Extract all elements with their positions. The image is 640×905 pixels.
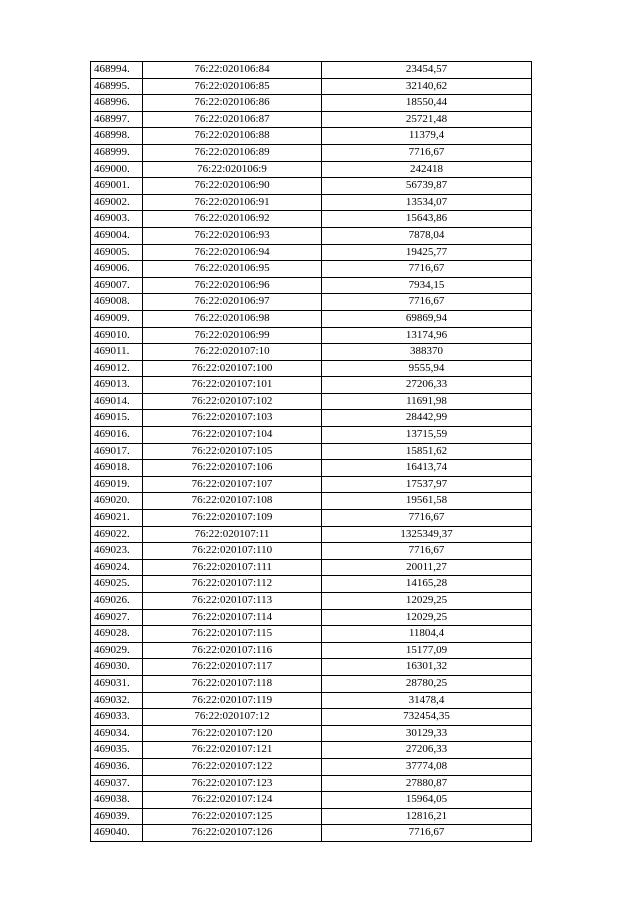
table-row — [91, 626, 532, 643]
cadastral-number-cell: 76:22:020107:119 — [143, 692, 322, 709]
value-cell: 30129,33 — [322, 725, 532, 742]
value-cell: 16301,32 — [322, 659, 532, 676]
value-cell: 15643,86 — [322, 211, 532, 228]
cadastral-number-cell: 76:22:020106:95 — [143, 261, 322, 278]
value-cell: 13534,07 — [322, 194, 532, 211]
row-number-cell: 469016. — [91, 427, 143, 444]
table-row — [91, 792, 532, 809]
cadastral-number-cell: 76:22:020107:118 — [143, 675, 322, 692]
cadastral-number-cell: 76:22:020106:9 — [143, 161, 322, 178]
value-cell: 56739,87 — [322, 178, 532, 195]
cadastral-value-table — [90, 61, 532, 842]
table-row — [91, 675, 532, 692]
cadastral-number-cell: 76:22:020107:114 — [143, 609, 322, 626]
row-number-cell: 469039. — [91, 808, 143, 825]
value-cell: 11804,4 — [322, 626, 532, 643]
value-cell: 7716,67 — [322, 294, 532, 311]
value-cell: 7716,67 — [322, 825, 532, 842]
table-row — [91, 277, 532, 294]
cadastral-number-cell: 76:22:020107:102 — [143, 393, 322, 410]
table-row — [91, 377, 532, 394]
value-cell: 9555,94 — [322, 360, 532, 377]
value-cell: 19561,58 — [322, 493, 532, 510]
row-number-cell: 469032. — [91, 692, 143, 709]
cadastral-number-cell: 76:22:020107:109 — [143, 510, 322, 527]
table-row — [91, 692, 532, 709]
value-cell: 19425,77 — [322, 244, 532, 261]
table-row — [91, 294, 532, 311]
table-row — [91, 609, 532, 626]
cadastral-number-cell: 76:22:020107:105 — [143, 443, 322, 460]
table-row — [91, 742, 532, 759]
cadastral-number-cell: 76:22:020107:107 — [143, 476, 322, 493]
value-cell: 37774,08 — [322, 758, 532, 775]
table-row — [91, 410, 532, 427]
row-number-cell: 469029. — [91, 642, 143, 659]
cadastral-number-cell: 76:22:020106:91 — [143, 194, 322, 211]
row-number-cell: 469008. — [91, 294, 143, 311]
row-number-cell: 469013. — [91, 377, 143, 394]
table-row — [91, 526, 532, 543]
row-number-cell: 468998. — [91, 128, 143, 145]
table-row — [91, 559, 532, 576]
value-cell: 7716,67 — [322, 543, 532, 560]
cadastral-number-cell: 76:22:020107:120 — [143, 725, 322, 742]
value-cell: 7716,67 — [322, 144, 532, 161]
cadastral-number-cell: 76:22:020107:100 — [143, 360, 322, 377]
table-row — [91, 393, 532, 410]
value-cell: 13174,96 — [322, 327, 532, 344]
value-cell: 23454,57 — [322, 62, 532, 79]
cadastral-number-cell: 76:22:020107:115 — [143, 626, 322, 643]
row-number-cell: 469031. — [91, 675, 143, 692]
table-row — [91, 510, 532, 527]
value-cell: 27880,87 — [322, 775, 532, 792]
value-cell: 11379,4 — [322, 128, 532, 145]
row-number-cell: 469004. — [91, 227, 143, 244]
row-number-cell: 469018. — [91, 460, 143, 477]
table-row — [91, 543, 532, 560]
table-row — [91, 78, 532, 95]
table-row — [91, 576, 532, 593]
cadastral-number-cell: 76:22:020107:110 — [143, 543, 322, 560]
cadastral-number-cell: 76:22:020107:123 — [143, 775, 322, 792]
cadastral-number-cell: 76:22:020106:98 — [143, 310, 322, 327]
row-number-cell: 469036. — [91, 758, 143, 775]
value-cell: 7716,67 — [322, 510, 532, 527]
row-number-cell: 469023. — [91, 543, 143, 560]
table-row — [91, 261, 532, 278]
row-number-cell: 469024. — [91, 559, 143, 576]
cadastral-number-cell: 76:22:020106:89 — [143, 144, 322, 161]
value-cell: 15177,09 — [322, 642, 532, 659]
value-cell: 7878,04 — [322, 227, 532, 244]
table-row — [91, 111, 532, 128]
cadastral-number-cell: 76:22:020107:125 — [143, 808, 322, 825]
row-number-cell: 469002. — [91, 194, 143, 211]
value-cell: 7934,15 — [322, 277, 532, 294]
cadastral-number-cell: 76:22:020106:94 — [143, 244, 322, 261]
table-row — [91, 775, 532, 792]
row-number-cell: 469019. — [91, 476, 143, 493]
table-row — [91, 709, 532, 726]
cadastral-number-cell: 76:22:020107:116 — [143, 642, 322, 659]
value-cell: 11691,98 — [322, 393, 532, 410]
cadastral-number-cell: 76:22:020107:126 — [143, 825, 322, 842]
row-number-cell: 469012. — [91, 360, 143, 377]
cadastral-number-cell: 76:22:020106:92 — [143, 211, 322, 228]
value-cell: 1325349,37 — [322, 526, 532, 543]
row-number-cell: 469009. — [91, 310, 143, 327]
value-cell: 14165,28 — [322, 576, 532, 593]
table-row — [91, 493, 532, 510]
row-number-cell: 469038. — [91, 792, 143, 809]
cadastral-number-cell: 76:22:020107:103 — [143, 410, 322, 427]
value-cell: 13715,59 — [322, 427, 532, 444]
table-row — [91, 128, 532, 145]
value-cell: 32140,62 — [322, 78, 532, 95]
table-body — [91, 62, 532, 842]
row-number-cell: 469010. — [91, 327, 143, 344]
row-number-cell: 469006. — [91, 261, 143, 278]
row-number-cell: 469037. — [91, 775, 143, 792]
row-number-cell: 469021. — [91, 510, 143, 527]
table-row — [91, 360, 532, 377]
cadastral-number-cell: 76:22:020107:112 — [143, 576, 322, 593]
cadastral-number-cell: 76:22:020107:117 — [143, 659, 322, 676]
table-row — [91, 244, 532, 261]
row-number-cell: 469020. — [91, 493, 143, 510]
row-number-cell: 468996. — [91, 95, 143, 112]
cadastral-number-cell: 76:22:020107:106 — [143, 460, 322, 477]
cadastral-number-cell: 76:22:020107:108 — [143, 493, 322, 510]
row-number-cell: 468995. — [91, 78, 143, 95]
row-number-cell: 469022. — [91, 526, 143, 543]
row-number-cell: 468997. — [91, 111, 143, 128]
row-number-cell: 469003. — [91, 211, 143, 228]
row-number-cell: 469000. — [91, 161, 143, 178]
cadastral-number-cell: 76:22:020106:93 — [143, 227, 322, 244]
table-row — [91, 825, 532, 842]
row-number-cell: 469017. — [91, 443, 143, 460]
value-cell: 12029,25 — [322, 609, 532, 626]
value-cell: 12816,21 — [322, 808, 532, 825]
table-row — [91, 178, 532, 195]
row-number-cell: 469025. — [91, 576, 143, 593]
value-cell: 28442,99 — [322, 410, 532, 427]
value-cell: 18550,44 — [322, 95, 532, 112]
table-row — [91, 227, 532, 244]
table-row — [91, 327, 532, 344]
cadastral-number-cell: 76:22:020107:10 — [143, 344, 322, 361]
row-number-cell: 469014. — [91, 393, 143, 410]
cadastral-number-cell: 76:22:020107:104 — [143, 427, 322, 444]
table-row — [91, 95, 532, 112]
value-cell: 17537,97 — [322, 476, 532, 493]
cadastral-number-cell: 76:22:020106:96 — [143, 277, 322, 294]
table-row — [91, 659, 532, 676]
cadastral-number-cell: 76:22:020107:124 — [143, 792, 322, 809]
row-number-cell: 469030. — [91, 659, 143, 676]
value-cell: 16413,74 — [322, 460, 532, 477]
table-row — [91, 310, 532, 327]
cadastral-number-cell: 76:22:020106:99 — [143, 327, 322, 344]
value-cell: 69869,94 — [322, 310, 532, 327]
table-row — [91, 593, 532, 610]
value-cell: 27206,33 — [322, 742, 532, 759]
cadastral-number-cell: 76:22:020106:86 — [143, 95, 322, 112]
value-cell: 12029,25 — [322, 593, 532, 610]
value-cell: 388370 — [322, 344, 532, 361]
cadastral-number-cell: 76:22:020107:111 — [143, 559, 322, 576]
cadastral-number-cell: 76:22:020107:122 — [143, 758, 322, 775]
cadastral-number-cell: 76:22:020106:90 — [143, 178, 322, 195]
row-number-cell: 469001. — [91, 178, 143, 195]
table-row — [91, 144, 532, 161]
row-number-cell: 469007. — [91, 277, 143, 294]
table-row — [91, 194, 532, 211]
row-number-cell: 469033. — [91, 709, 143, 726]
table-row — [91, 460, 532, 477]
table-row — [91, 443, 532, 460]
row-number-cell: 469026. — [91, 593, 143, 610]
value-cell: 28780,25 — [322, 675, 532, 692]
value-cell: 242418 — [322, 161, 532, 178]
row-number-cell: 469015. — [91, 410, 143, 427]
value-cell: 25721,48 — [322, 111, 532, 128]
table-row — [91, 476, 532, 493]
table-row — [91, 161, 532, 178]
cadastral-number-cell: 76:22:020107:12 — [143, 709, 322, 726]
cadastral-number-cell: 76:22:020106:87 — [143, 111, 322, 128]
table-row — [91, 808, 532, 825]
row-number-cell: 469034. — [91, 725, 143, 742]
value-cell: 7716,67 — [322, 261, 532, 278]
value-cell: 15964,05 — [322, 792, 532, 809]
table-row — [91, 427, 532, 444]
row-number-cell: 469027. — [91, 609, 143, 626]
row-number-cell: 469028. — [91, 626, 143, 643]
value-cell: 31478,4 — [322, 692, 532, 709]
cadastral-number-cell: 76:22:020106:88 — [143, 128, 322, 145]
row-number-cell: 469040. — [91, 825, 143, 842]
value-cell: 15851,62 — [322, 443, 532, 460]
value-cell: 20011,27 — [322, 559, 532, 576]
table-row — [91, 758, 532, 775]
row-number-cell: 469005. — [91, 244, 143, 261]
cadastral-number-cell: 76:22:020106:97 — [143, 294, 322, 311]
table-row — [91, 725, 532, 742]
cadastral-number-cell: 76:22:020107:121 — [143, 742, 322, 759]
row-number-cell: 468994. — [91, 62, 143, 79]
table-row — [91, 211, 532, 228]
table-row — [91, 62, 532, 79]
cadastral-number-cell: 76:22:020106:85 — [143, 78, 322, 95]
row-number-cell: 468999. — [91, 144, 143, 161]
table-row — [91, 344, 532, 361]
value-cell: 27206,33 — [322, 377, 532, 394]
cadastral-number-cell: 76:22:020107:113 — [143, 593, 322, 610]
cadastral-number-cell: 76:22:020107:11 — [143, 526, 322, 543]
cadastral-number-cell: 76:22:020107:101 — [143, 377, 322, 394]
cadastral-number-cell: 76:22:020106:84 — [143, 62, 322, 79]
table-row — [91, 642, 532, 659]
value-cell: 732454,35 — [322, 709, 532, 726]
row-number-cell: 469035. — [91, 742, 143, 759]
row-number-cell: 469011. — [91, 344, 143, 361]
